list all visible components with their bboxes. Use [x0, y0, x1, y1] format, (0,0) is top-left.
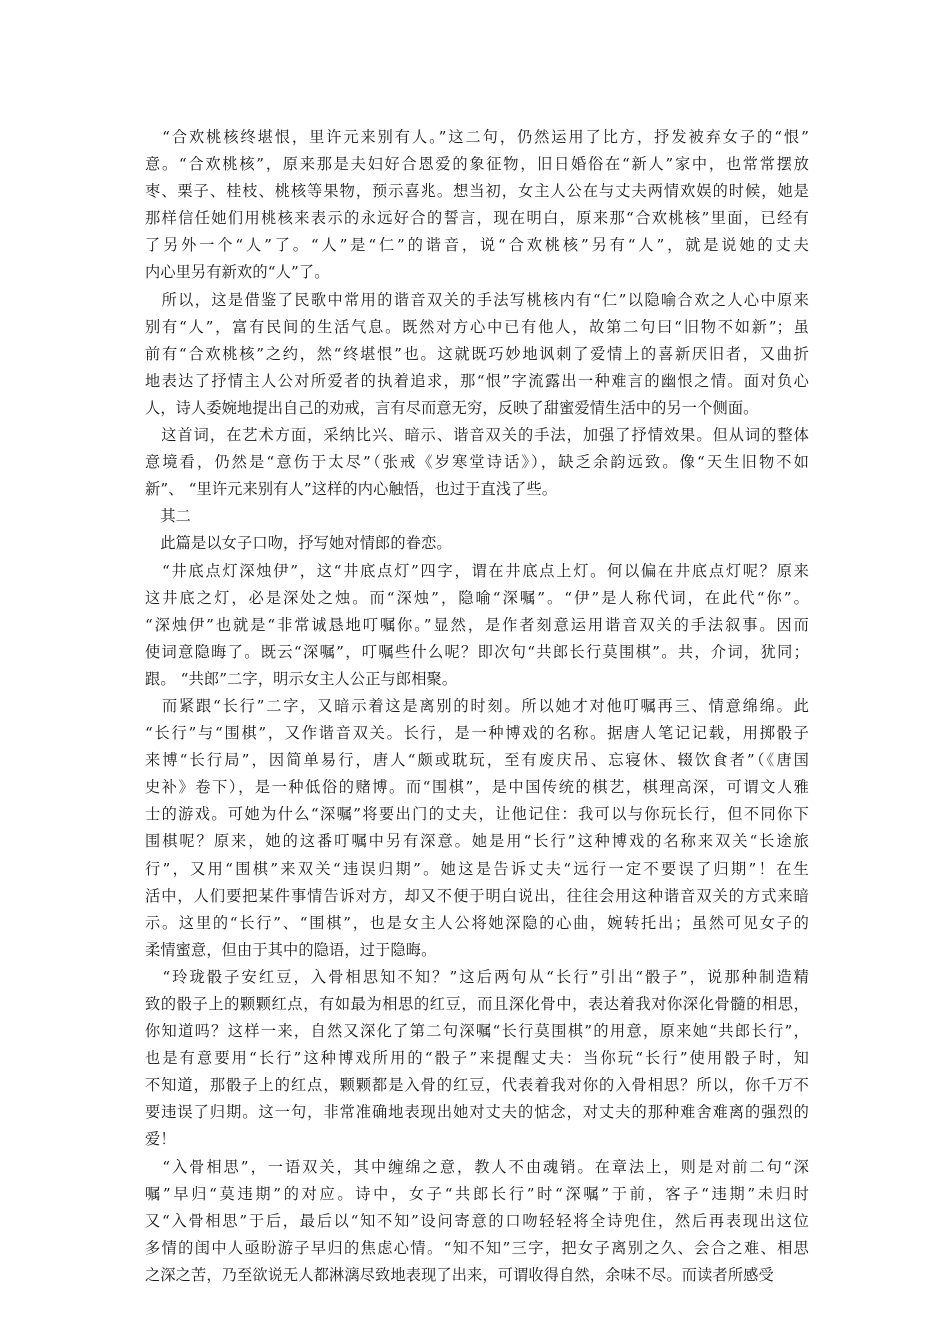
text-line: 之深之苦，乃至欲说无人都淋漓尽致地表现了出来，可谓收得自然，余味不尽。而读者所感受 [145, 1265, 774, 1284]
text-line: 地表达了抒情主人公对所爱者的执着追求，那“恨”字流露出一种难言的幽恨之情。面对负心 [145, 371, 809, 390]
paragraph-p6 [145, 558, 809, 693]
text-line: 围棋呢？原来，她的这番叮嘱中另有深意。她是用“长行”这种博戏的名称来双关“长途旅 [145, 832, 809, 851]
text-line: 多情的闺中人亟盼游子早归的焦虑心情。“知不知”三字，把女子离别之久、会合之难、相思 [145, 1238, 809, 1257]
text-line: 意境看，仍然是“意伤于太尽”（张戒《岁寒堂诗话》），缺乏余韵远致。像“天生旧物不如 [145, 453, 809, 472]
text-line: 其二 [145, 507, 192, 526]
text-line: 这井底之灯，必是深处之烛。而“深烛”，隐喻“深嘱”。“伊”是人称代词，在此代“你”。 [145, 588, 809, 607]
text-line: 了另外一个“人”了。“人”是“仁”的谐音，说“合欢桃核”另有“人”，就是说她的丈夫 [145, 236, 809, 255]
text-line: 不知道，那骰子上的红点，颗颗都是入骨的红豆，代表着我对你的入骨相思？所以，你千万不 [145, 1076, 809, 1095]
text-line: 示。这里的“长行”、“围棋”，也是女主人公将她深隐的心曲，婉转托出；虽然可见女子的 [145, 913, 809, 932]
paragraph-p9 [145, 1154, 809, 1289]
paragraph-p2 [145, 287, 809, 422]
text-line: 活中，人们要把某件事情告诉对方，却又不便于明白说出，往往会用这种谐音双关的方式来暗 [145, 886, 809, 905]
text-line: 人，诗人委婉地提出自己的劝戒，言有尽而意无穷，反映了甜蜜爱情生活中的另一个侧面。 [145, 398, 759, 417]
text-line: “井底点灯深烛伊”，这“井底点灯”四字，谓在井底点上灯。何以偏在井底点灯呢？原来 [145, 561, 809, 580]
text-line: 这首词，在艺术方面，采纳比兴、暗示、谐音双关的手法，加强了抒情效果。但从词的整体 [145, 426, 809, 445]
article-body [145, 124, 809, 1289]
text-line: 那样信任她们用桃核来表示的永远好合的誓言，现在明白，原来那“合欢桃核”里面，已经有 [145, 209, 809, 228]
text-line: 行”，又用“围棋”来双关“违误归期”。她这是告诉丈夫“远行一定不要误了归期”！在生 [145, 859, 809, 878]
text-line: “入骨相思”，一语双关，其中缠绵之意，教人不由魂销。在章法上，则是对前二句“深 [145, 1157, 809, 1176]
text-line: 新”、 “里许元来别有人”这样的内心触悟，也过于直浅了些。 [145, 480, 558, 499]
text-line: 柔情蜜意，但由于其中的隐语，过于隐晦。 [145, 940, 437, 959]
text-line: “深烛伊”也就是“非常诚恳地叮嘱你。”显然，是作者刻意运用谐音双关的手法叙事。因而 [145, 615, 809, 634]
text-line: 内心里另有新欢的“人”了。 [145, 263, 330, 282]
text-line: 爱！ [145, 1130, 176, 1149]
text-line: 史补》卷下），是一种低俗的赌博。而“围棋”，是中国传统的棋艺，棋理高深，可谓文人雅 [145, 778, 809, 797]
paragraph-p3 [145, 422, 809, 503]
text-line: 使词意隐晦了。既云“深嘱”，叮嘱些什么呢？即次句“共郎长行莫围棋”。共，介词，犹同； [145, 642, 809, 661]
text-line: “玲珑骰子安红豆，入骨相思知不知？”这后两句从“长行”引出“骰子”，说那种制造精 [145, 967, 809, 986]
paragraph-p5 [145, 530, 809, 557]
text-line: 而紧跟“长行”二字，又暗示着这是离别的时刻。所以她才对他叮嘱再三、情意绵绵。此 [145, 696, 809, 715]
paragraph-p4 [145, 503, 809, 530]
text-line: 又“入骨相思”于后，最后以“知不知”设问寄意的口吻轻轻将全诗兜住，然后再表现出这位 [145, 1211, 809, 1230]
text-line: 意。“合欢桃核”，原来那是夫妇好合恩爱的象征物，旧日婚俗在“新人”家中，也常常摆放 [145, 155, 809, 174]
text-line: 致的骰子上的颗颗红点，有如最为相思的红豆，而且深化骨中，表达着我对你深化骨髓的相思， [145, 995, 809, 1013]
text-line: 别有“人”，富有民间的生活气息。既然对方心中已有他人，故第二句曰“旧物不如新”；虽 [145, 317, 809, 336]
paragraph-p1 [145, 124, 809, 287]
text-line: “合欢桃核终堪恨，里许元来别有人。”这二句，仍然运用了比方，抒发被弃女子的“恨” [145, 128, 809, 146]
text-line: 所以，这是借鉴了民歌中常用的谐音双关的手法写桃核内有“仁”以隐喻合欢之人心中原来 [145, 290, 809, 309]
text-line: 前有“合欢桃核”之约，然“终堪恨”也。这就既巧妙地讽刺了爱情上的喜新厌旧者，又曲折 [145, 344, 809, 363]
text-line: 枣、栗子、桂枝、桃核等果物，预示喜兆。想当初，女主人公在与丈夫两情欢娱的时候，她是 [145, 182, 809, 201]
text-line: 士的游戏。可她为什么“深嘱”将要出门的丈夫，让他记住：我可以与你玩长行，但不同你下 [145, 805, 809, 824]
text-line: 要违误了归期。这一句，非常准确地表现出她对丈夫的惦念，对丈夫的那种难舍难离的强烈的 [145, 1103, 809, 1122]
text-line: “长行”与“围棋”，又作谐音双关。长行，是一种博戏的名称。据唐人笔记记载，用掷骰子 [145, 724, 809, 743]
paragraph-p7 [145, 693, 809, 964]
text-line: 来博“长行局”，因简单易行，唐人“颇或耽玩，至有废庆吊、忘寝休、辍饮食者”（《唐国 [145, 751, 809, 770]
text-line: 你知道吗？这样一来，自然又深化了第二句深嘱“长行莫围棋”的用意，原来她“共郎长行”， [145, 1022, 809, 1041]
text-line: 此篇是以女子口吻，抒写她对情郎的眷恋。 [145, 534, 452, 553]
text-line: 嘱”早归“莫违期”的对应。诗中，女子“共郎长行”时“深嘱”于前，客子“违期”未归时 [145, 1184, 809, 1203]
text-line: 也是有意要用“长行”这种博戏所用的“骰子”来提醒丈夫：当你玩“长行”使用骰子时，知 [145, 1049, 809, 1068]
paragraph-p8 [145, 964, 809, 1154]
text-line: 跟。 “共郎”二字，明示女主人公正与郎相聚。 [145, 669, 458, 688]
